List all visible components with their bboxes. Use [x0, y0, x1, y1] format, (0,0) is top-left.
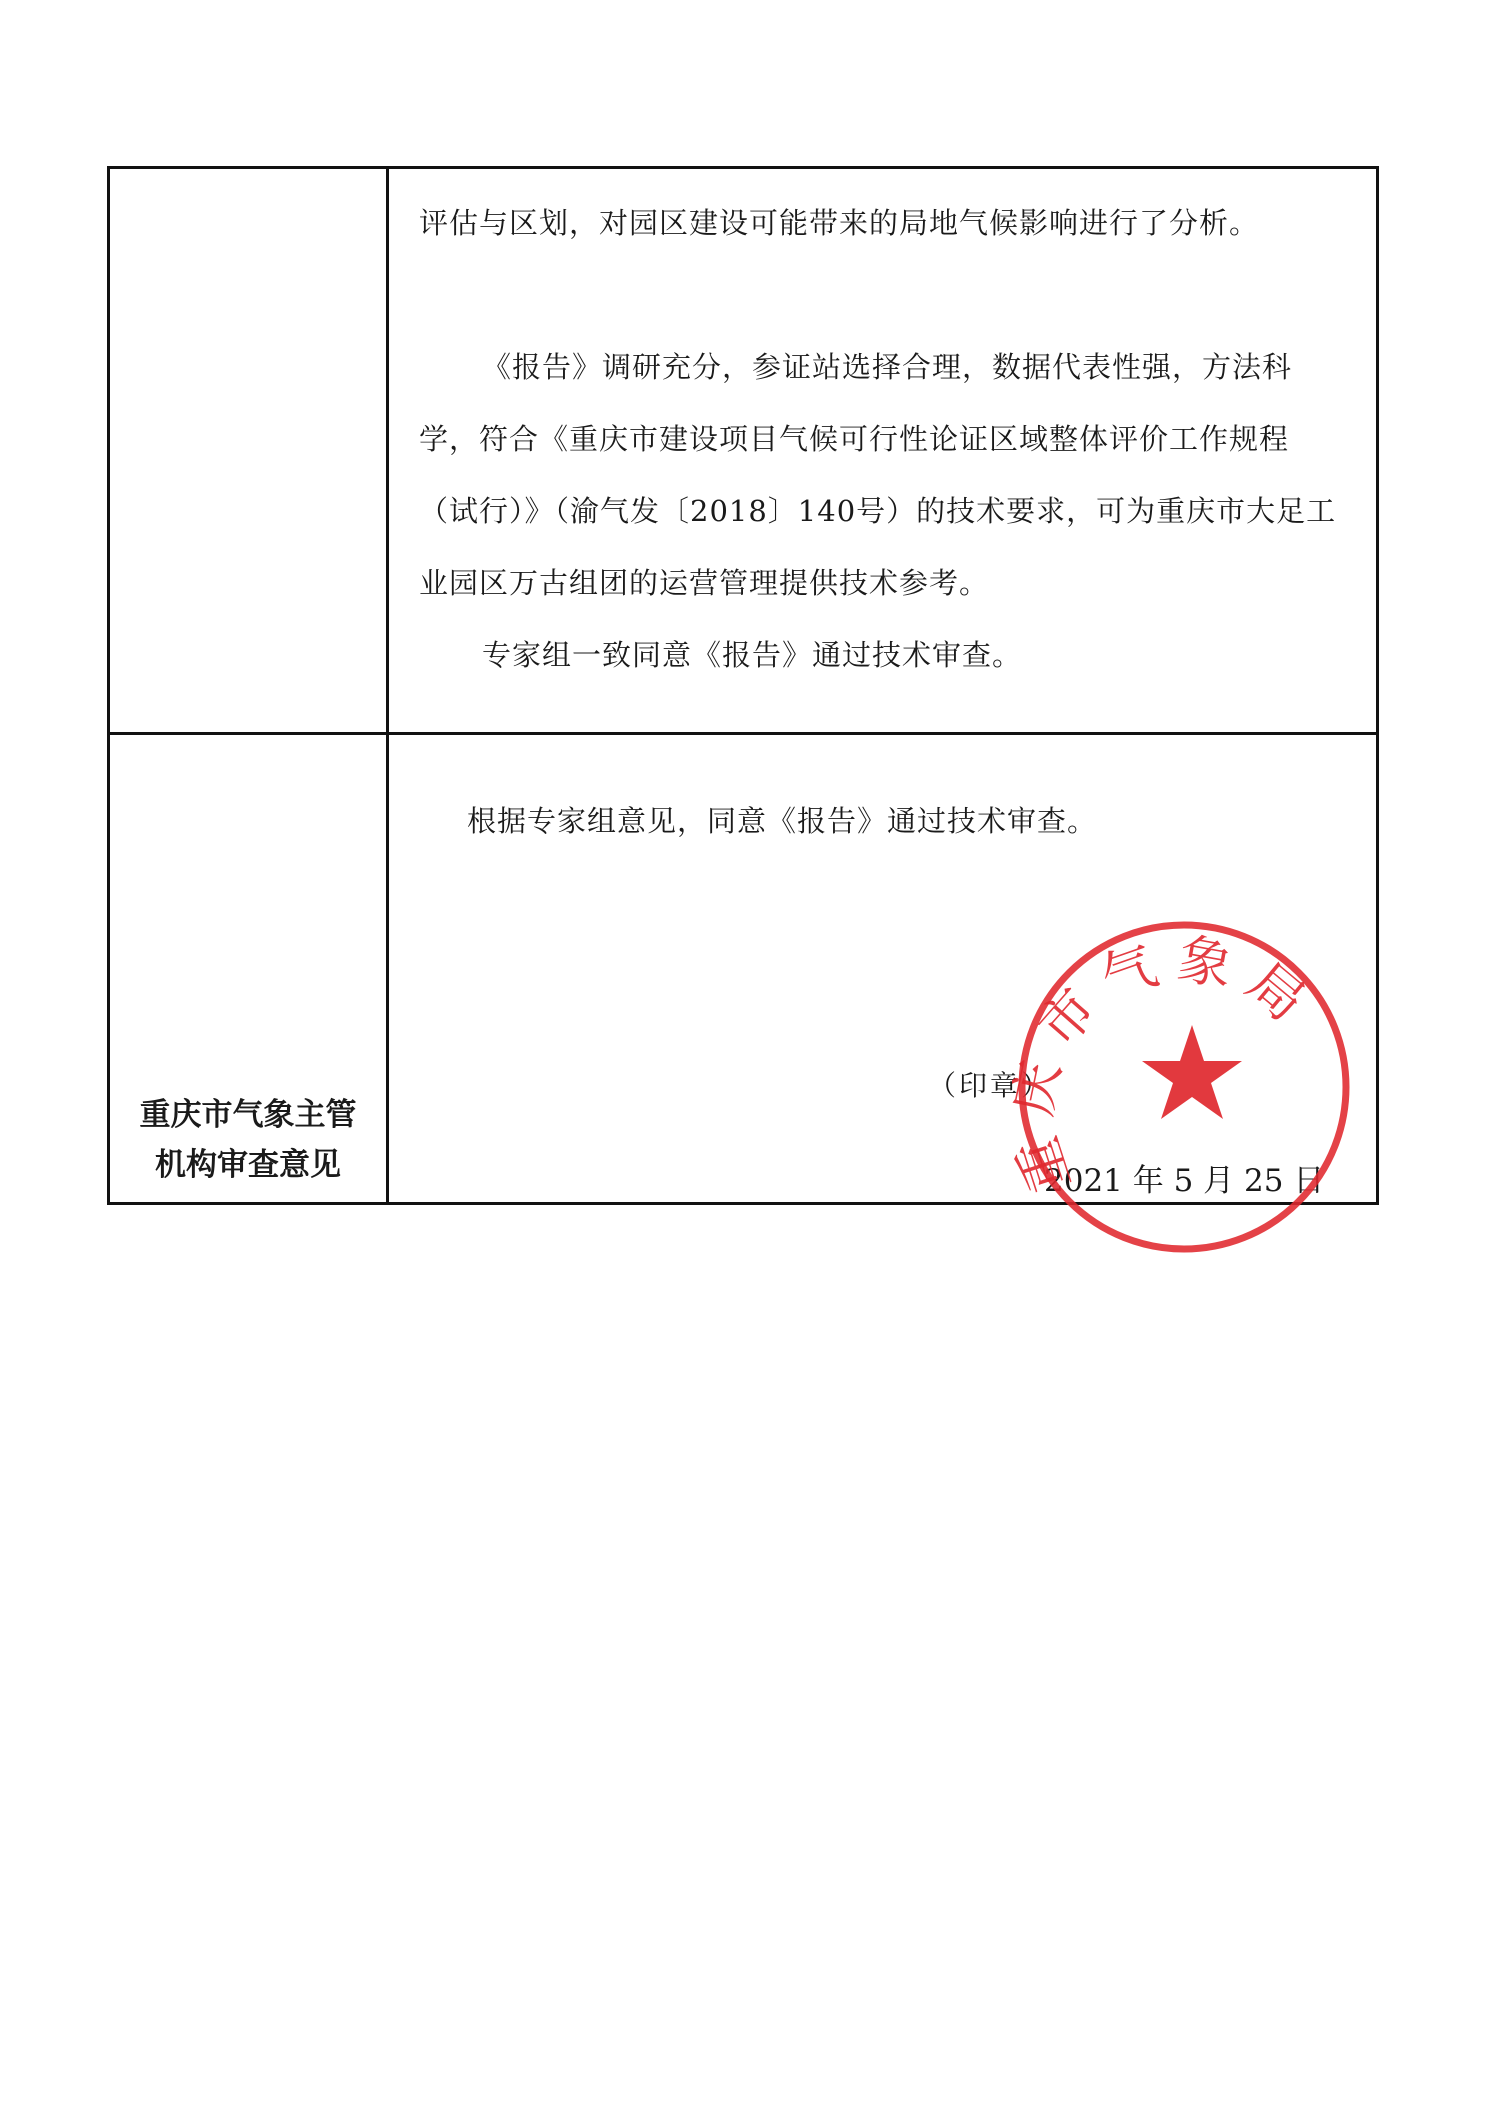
authority-label-line1: 重庆市气象主管	[139, 1097, 357, 1133]
authority-label	[110, 1090, 386, 1190]
review-date: 2021 年 5 月 25 日	[1044, 1163, 1325, 1199]
seal-graphic	[1012, 915, 1357, 1260]
official-seal-stamp	[1012, 915, 1357, 1260]
authority-label-cell	[110, 735, 386, 1202]
authority-opinion-text: 根据专家组意见，同意《报告》通过技术审查。	[467, 804, 1098, 838]
seal-text: 市气象局	[1026, 926, 1328, 1059]
authority-label-line2: 机构审查意见	[155, 1147, 341, 1183]
seal-note: （印章）	[928, 1069, 1053, 1102]
assessment-paragraph: 《报告》调研充分，参证站选择合理，数据代表性强，方法科学，符合《重庆市建设项目气候可行性论证区域整体评价工作规程（试行）》（渝气发〔2018〕140号）的技术要求，可为重庆市大足工业园区万古组团的运营管理提供技术参考。	[419, 350, 1337, 600]
continuation-text: 评估与区划，对园区建设可能带来的局地气候影响进行了分析。	[419, 206, 1260, 240]
star-icon	[1142, 1025, 1242, 1119]
agreement-text: 专家组一致同意《报告》通过技术审查。	[482, 638, 1023, 672]
expert-opinion-cell	[389, 169, 1376, 732]
